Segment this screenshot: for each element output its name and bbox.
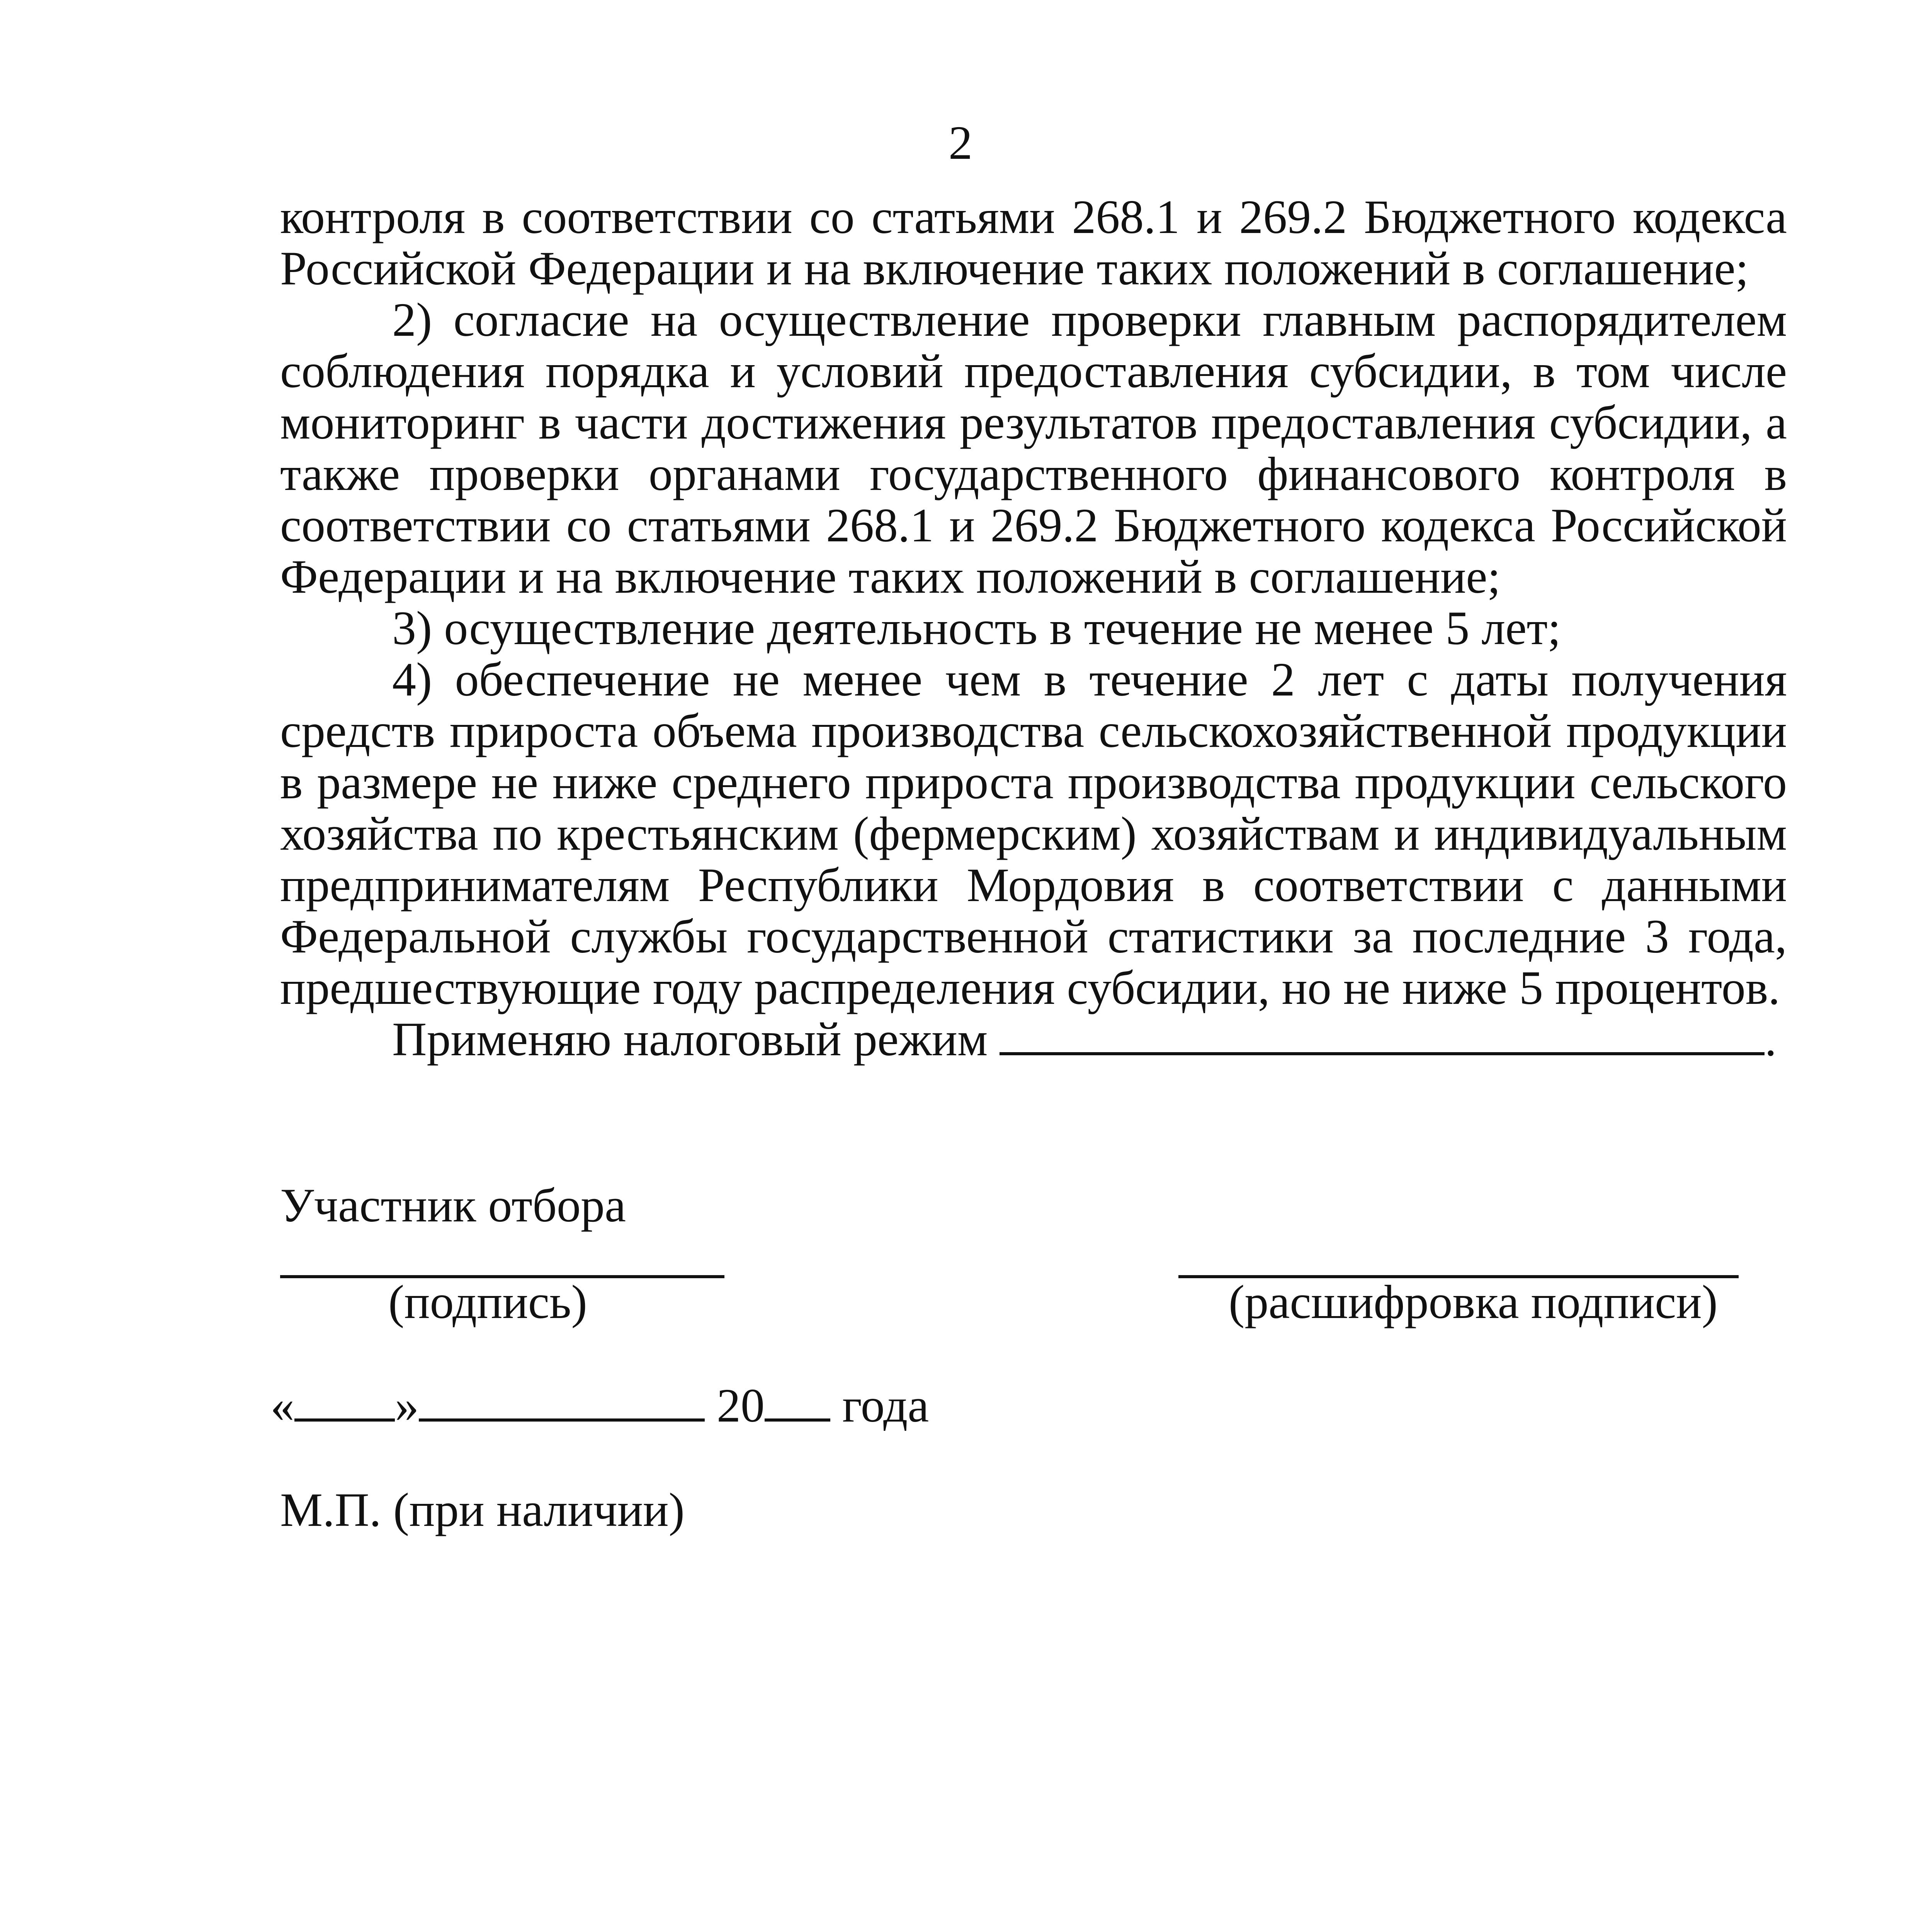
page-number: 2: [949, 116, 972, 169]
paragraph-continuation: контроля в соответствии со статьями 268.1 и 269.2 Бюджетного кодекса Российской Федерации и на включение таких положений в соглашение;: [280, 190, 1787, 295]
decoding-caption: (расшифровка подписи): [1229, 1276, 1718, 1328]
date-year-word: года: [842, 1379, 929, 1432]
paragraph-item-2: 2) согласие на осуществление проверки главным распорядителем соблюдения порядка и условий предоставления субсидии, в том числе мониторинг в части достижения результатов предоставления субсидии, а также проверки органами государственного финансового контроля в соответствии со статьями 268.1 и 269.2 Бюджетного кодекса Российской Федерации и на включение таких положений в соглашение;: [280, 293, 1787, 603]
date-day-blank: [294, 1381, 395, 1422]
date-month-blank: [419, 1381, 705, 1422]
tax-regime-blank: [1000, 1014, 1765, 1055]
tax-regime-period: .: [1765, 1013, 1777, 1066]
participant-label: Участник отбора: [280, 1179, 626, 1232]
stamp-label: М.П. (при наличии): [280, 1483, 685, 1536]
paragraph-item-3: 3) осуществление деятельность в течение не менее 5 лет;: [392, 602, 1561, 655]
date-line: [270, 1379, 929, 1433]
tax-regime-line: [280, 1014, 1787, 1065]
date-open-quote: «: [270, 1379, 294, 1432]
date-close-quote: »: [395, 1379, 419, 1432]
date-century: 20: [717, 1379, 765, 1432]
document-body: [280, 191, 1787, 1065]
paragraph-item-4: 4) обеспечение не менее чем в течение 2 лет с даты получения средств прироста объема производства сельскохозяйственной продукции в размере не ниже среднего прироста производства продукции сельского хозяйства по крестьянским (фермерским) хозяйствам и индивидуальным предпринимателям Республики Мордовия в соответствии с данными Федеральной службы государственной статистики за последние 3 года, предшествующие году распределения субсидии, но не ниже 5 процентов.: [280, 653, 1787, 1014]
date-year-blank: [765, 1381, 830, 1422]
signature-caption: (подпись): [388, 1276, 587, 1328]
tax-regime-label: Применяю налоговый режим: [392, 1013, 988, 1066]
